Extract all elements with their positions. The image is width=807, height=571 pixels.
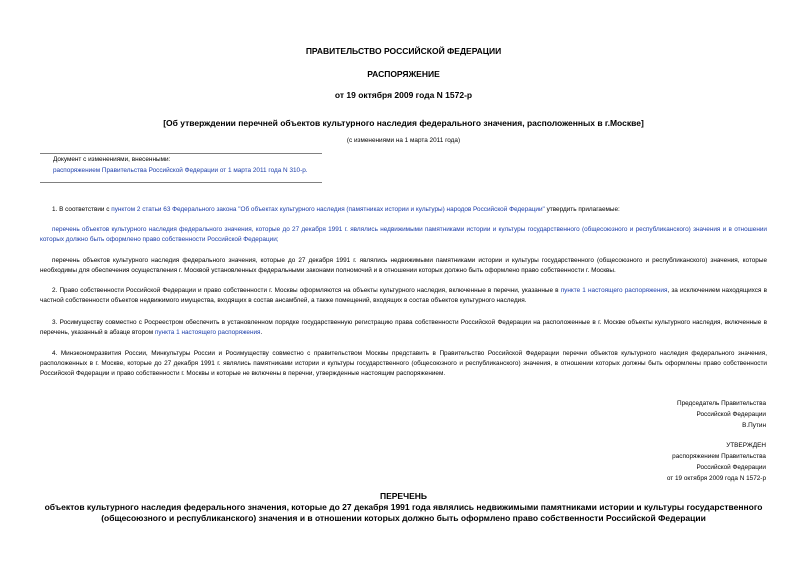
paragraph-3	[40, 318, 767, 338]
divider-top	[40, 153, 322, 154]
list-title: ПЕРЕЧЕНЬ	[379, 491, 427, 501]
list-item-moscow: перечень объектов культурного наследия федерального значения, которые до 27 декабря 1991 г. являлись недвижимыми памятниками истории и культуры государственного (общесоюзного и республиканского) значения, которые необходимы для обеспечения осуществления г. Москвой установленных федеральными законами полномочий и в отношении которых должно быть оформлено право собственности г. Москвы.	[40, 257, 767, 274]
document-title: [Об утверждении перечней объектов культурного наследия федерального значения, расположенных в г.Москве]	[163, 118, 644, 128]
approval-heading: УТВЕРЖДЕН	[726, 442, 766, 449]
approval-line-2: распоряжением Правительства	[672, 453, 766, 460]
p3-point1-link[interactable]: пункта 1 настоящего распоряжения	[154, 329, 261, 336]
amendment-link[interactable]: распоряжением Правительства Российской Федерации от 1 марта 2011 года N 310-р.	[53, 167, 308, 174]
approval-line-3: Российской Федерации	[696, 464, 766, 471]
amendment-link-wrap	[53, 167, 308, 174]
government-heading: ПРАВИТЕЛЬСТВО РОССИЙСКОЙ ФЕДЕРАЦИИ	[305, 46, 502, 56]
paragraph-1	[40, 205, 767, 215]
p1-prefix: 1. В соответствии с	[52, 206, 112, 213]
approval-block	[667, 440, 766, 484]
paragraph-1-list-item-1[interactable]	[40, 225, 767, 245]
p1-suffix: утвердить прилагаемые:	[544, 206, 620, 213]
paragraph-1-list-item-2	[40, 256, 767, 276]
approval-line-4: от 19 октября 2009 года N 1572-р	[666, 475, 766, 482]
paragraph-4	[40, 349, 767, 379]
p3-suffix: .	[260, 329, 263, 336]
signatory-name: В.Путин	[742, 422, 766, 429]
divider-bottom	[40, 182, 322, 183]
signatory-title: Председатель Правительства	[677, 400, 766, 407]
p4-text: 4. Минэкономразвития России, Минкультуры России и Росимуществу совместно с правительством Москвы представить в Правительство Российской Федерации перечни объектов культурного наследия федерального значения, расположенных в г. Москве, которые до 27 декабря 1991 г. являлись памятниками истории и культуры государственного (общесоюзного и республиканского) значения, в отношении которых должны быть оформлены право собственности Российской Федерации и право собственности г. Москвы и которые не включены в перечни, утвержденные настоящим распоряжением.	[40, 350, 767, 377]
amendments-label: Документ с изменениями, внесенными:	[53, 156, 171, 163]
signature-block	[677, 398, 766, 431]
list-subtitle: объектов культурного наследия федерального значения, которые до 27 декабря 1991 года являлись недвижимыми памятниками истории и культуры государственного (общесоюзного и республиканского) значения и в отношении которых должно быть оформлено право собственности Российской Федерации	[44, 502, 763, 523]
p2-point1-link[interactable]: пункте 1 настоящего распоряжения	[560, 287, 668, 294]
changes-note: (с изменениями на 1 марта 2011 года)	[346, 137, 461, 144]
law-article-link[interactable]: пунктом 2 статьи 63 Федерального закона "Об объектах культурного наследия (памятниках истории и культуры) народов Российской Федерации"	[111, 206, 545, 213]
signatory-org: Российской Федерации	[696, 411, 766, 418]
document-type-heading: РАСПОРЯЖЕНИЕ	[367, 69, 440, 79]
p2-prefix: 2. Право собственности Российской Федерации и право собственности г. Москвы оформляются на объекты культурного наследия, включенные в перечни, указанные в	[52, 287, 561, 294]
paragraph-2	[40, 286, 767, 306]
document-date-number: от 19 октября 2009 года N 1572-р	[334, 90, 473, 100]
p3-prefix: 3. Росимуществу совместно с Росреестром обеспечить в установленном порядке государственную регистрацию права собственности Российской Федерации на расположенные в г. Москве объекты культурного наследия, включенные в перечень, указанный в абзаце втором	[40, 319, 767, 336]
list-link-federal[interactable]: перечень объектов культурного наследия федерального значения, которые до 27 декабря 1991 г. являлись недвижимыми памятниками истории и культуры государственного (общесоюзного и республиканского) значения и в отношении которых должно быть оформлено право собственности Российской Федерации;	[40, 226, 767, 243]
p2-suffix: , за исключением находящихся в частной собственности объектов недвижимого имущества, входящих в состав ансамблей, а также помещений, входящих в состав объектов культурного наследия.	[40, 287, 767, 304]
